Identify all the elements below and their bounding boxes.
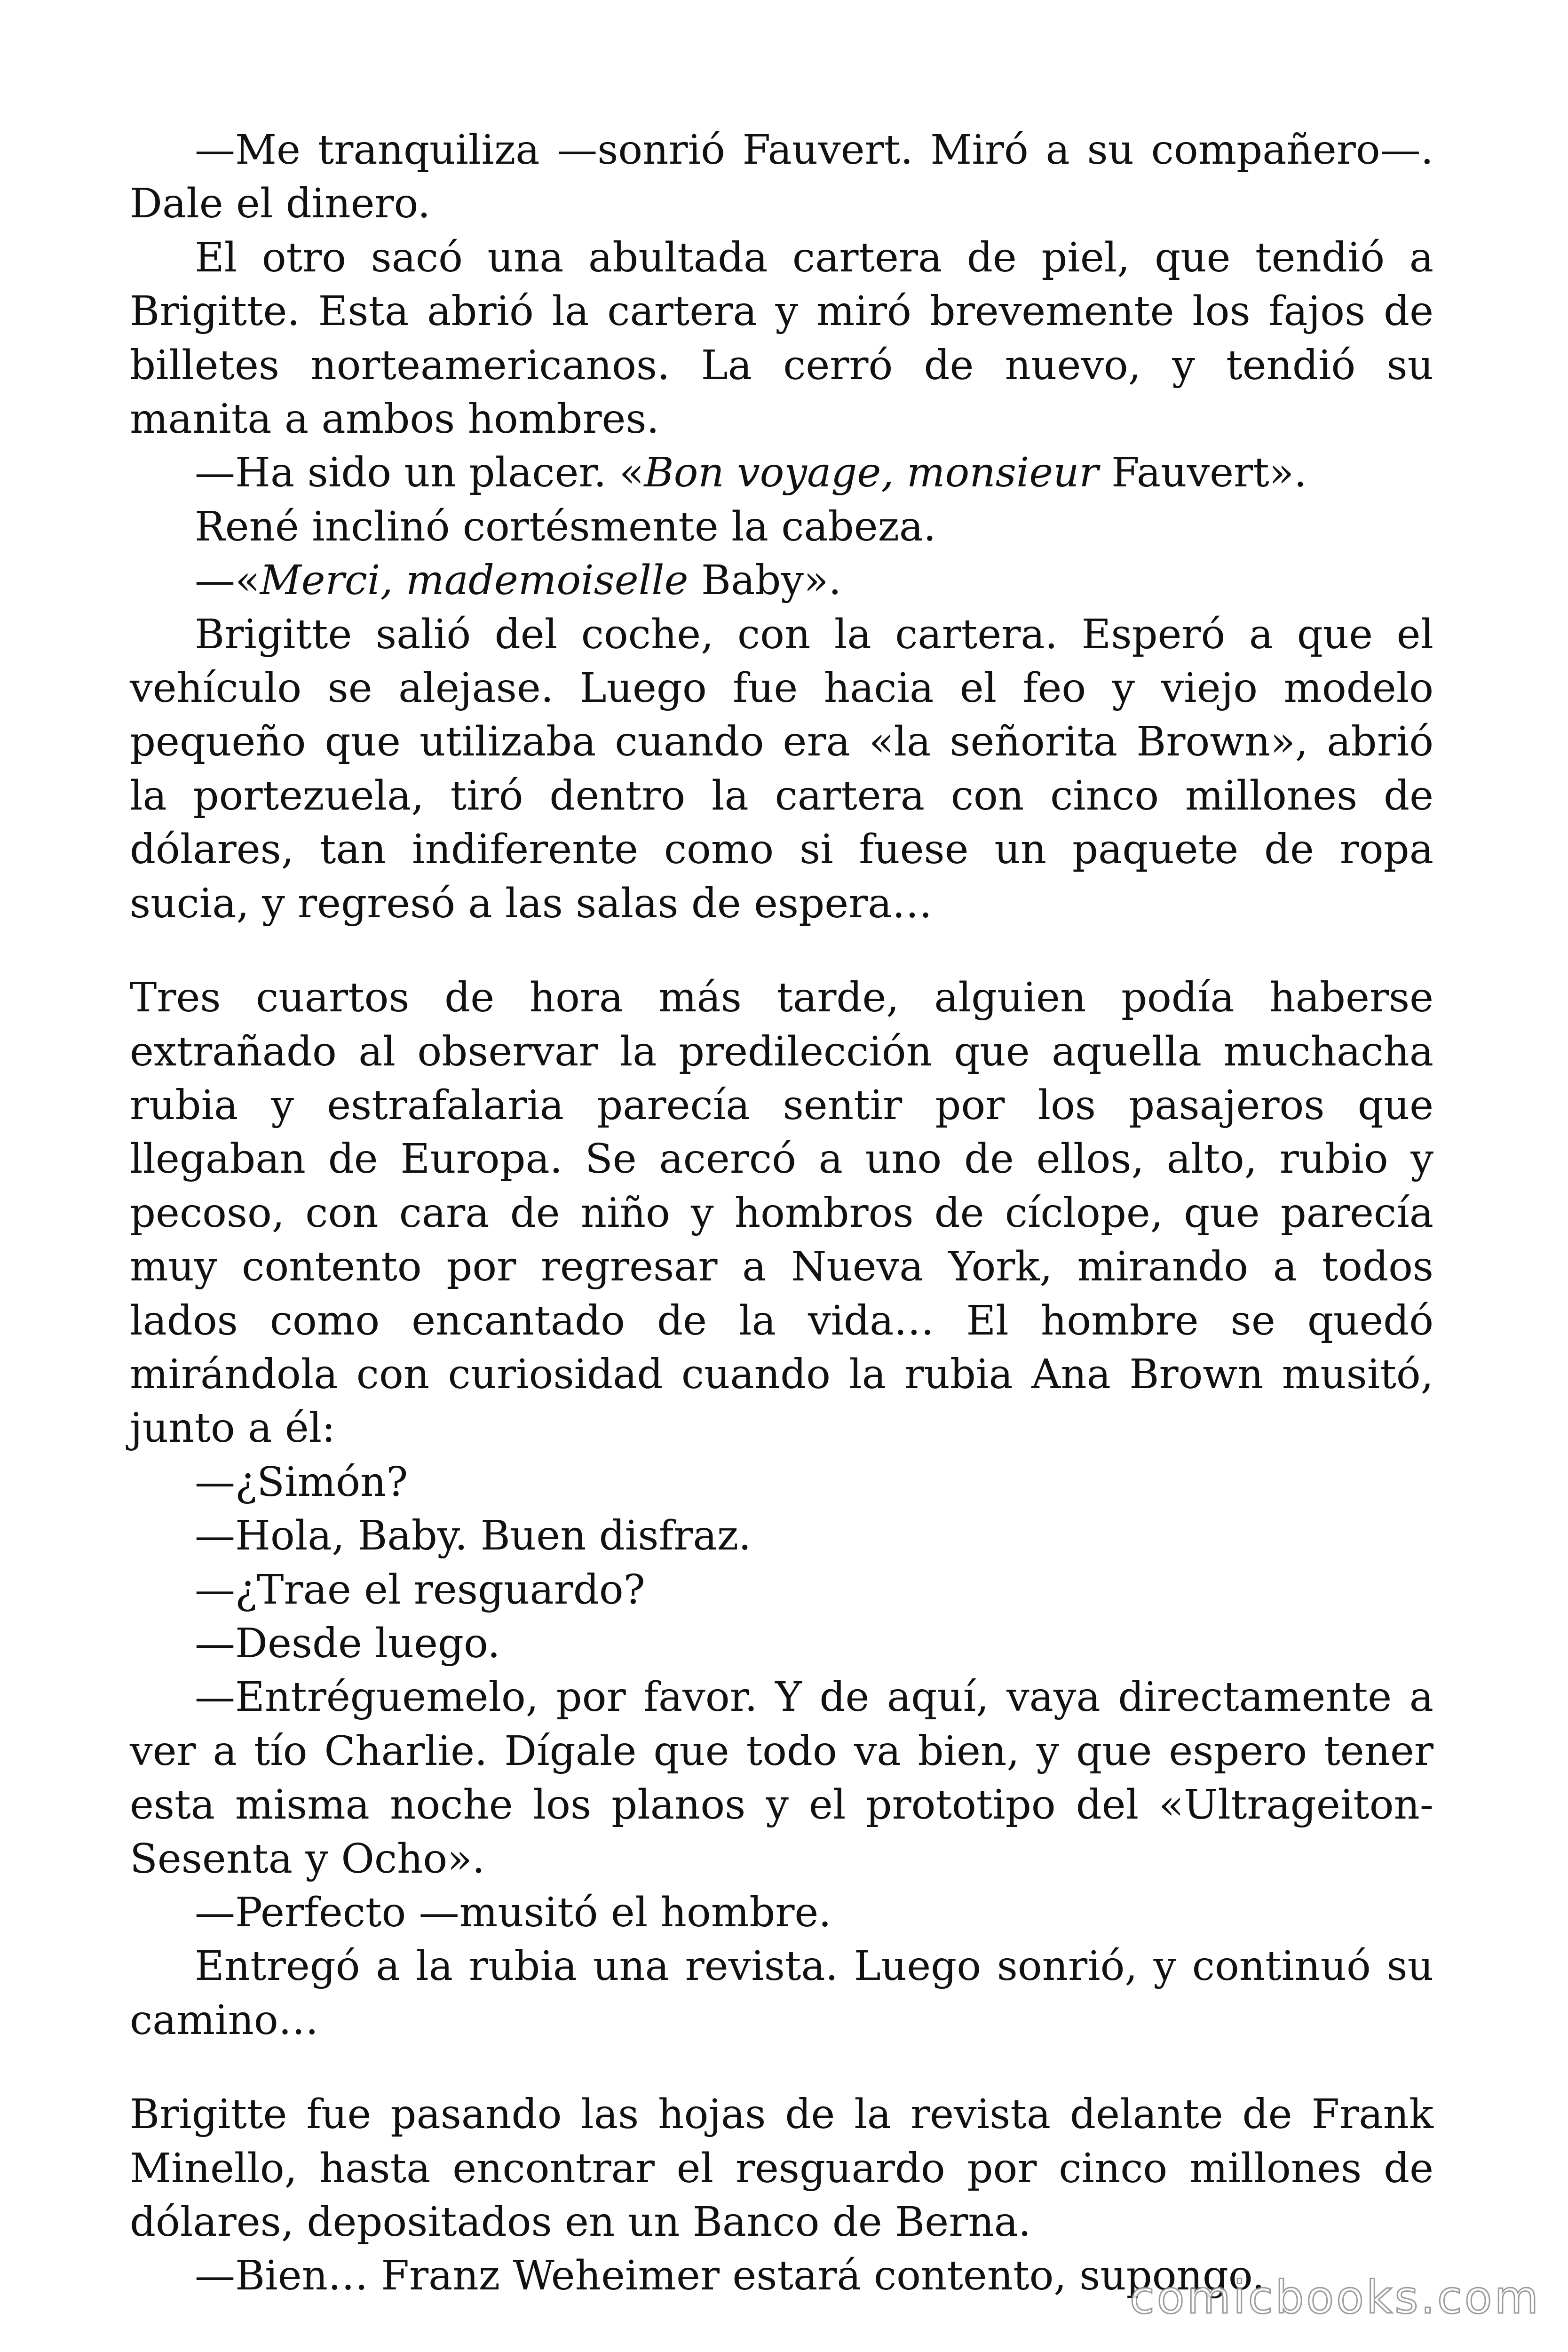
text-run: —Hola, Baby. Buen disfraz. — [195, 1512, 752, 1560]
text-run: René inclinó cortésmente la cabeza. — [195, 503, 936, 550]
paragraph — [130, 1886, 1433, 1939]
text-run: El otro sacó una abultada cartera de piel, que tendió a Brigitte. Esta abrió la cartera y miró brevemente los fajos de billetes norteamericanos. La cerró de nuevo, y tendió su manita a ambos hombres. — [130, 234, 1433, 443]
text-run: Entregó a la rubia una revista. Luego sonrió, y continuó su camino… — [130, 1943, 1433, 2044]
text-run: Tres cuartos de hora más tarde, alguien podía haberse extrañado al observar la predilección que aquella muchacha rubia y estrafalaria parecía sentir por los pasajeros que llegaban de Europa. Se acercó a uno de ellos, alto, rubio y pecoso, con cara de niño y hombros de cíclope, que parecía muy contento por regresar a Nueva York, mirando a todos lados como encantado de la vida… El hombre se quedó mirándola con curiosidad cuando la rubia Ana Brown musitó, junto a él: — [130, 974, 1433, 1452]
text-run: —Bien… Franz Weheimer estará contento, supongo. — [195, 2252, 1265, 2300]
text-run: —Desde luego. — [195, 1620, 500, 1667]
text-run: —Entréguemelo, por favor. Y de aquí, vaya directamente a ver a tío Charlie. Dígale que todo va bien, y que espero tener esta misma noche los planos y el prototipo del «Ultrageiton-Sesenta y Ocho». — [130, 1674, 1433, 1883]
text-run: —¿Trae el resguardo? — [195, 1566, 645, 1613]
section-break — [130, 2047, 1433, 2088]
section-break — [130, 930, 1433, 971]
paragraph — [130, 231, 1433, 446]
paragraph — [130, 500, 1433, 554]
text-run: —¿Simón? — [195, 1458, 408, 1506]
text-run: Brigitte salió del coche, con la cartera. Esperó a que el vehículo se alejase. Luego fue hacia el feo y viejo modelo pequeño que utilizaba cuando era «la señorita Brown», abrió la portezuela, tiró dentro la cartera con cinco millones de dólares, tan indiferente como si fuese un paquete de ropa sucia, y regresó a las salas de espera… — [130, 611, 1433, 927]
paragraph — [130, 2088, 1433, 2249]
text-run: —Me tranquiliza —sonrió Fauvert. Miró a su compañero—. Dale el dinero. — [130, 127, 1433, 228]
text-run: Baby». — [688, 557, 841, 604]
paragraph — [130, 1670, 1433, 1886]
paragraph — [130, 608, 1433, 930]
paragraph — [130, 123, 1433, 231]
text-run: —« — [195, 557, 260, 604]
paragraph — [130, 1939, 1433, 2047]
paragraph — [130, 1617, 1433, 1670]
italic-text: Merci, mademoiselle — [260, 557, 689, 604]
text-run: —Ha sido un placer. « — [195, 449, 644, 497]
site-watermark: comicbooks.com — [1129, 2271, 1541, 2324]
paragraph — [130, 1563, 1433, 1617]
paragraph — [130, 1509, 1433, 1563]
paragraph — [130, 446, 1433, 500]
paragraph — [130, 971, 1433, 1455]
paragraph — [130, 554, 1433, 607]
text-run: —Perfecto —musitó el hombre. — [195, 1889, 832, 1936]
text-run: Brigitte fue pasando las hojas de la revista delante de Frank Minello, hasta encontrar el resguardo por cinco millones de dólares, depositados en un Banco de Berna. — [130, 2091, 1433, 2246]
paragraph — [130, 1455, 1433, 1509]
text-run: Fauvert». — [1098, 449, 1307, 497]
italic-text: Bon voyage, monsieur — [644, 449, 1099, 497]
page-body-text — [130, 123, 1433, 2303]
